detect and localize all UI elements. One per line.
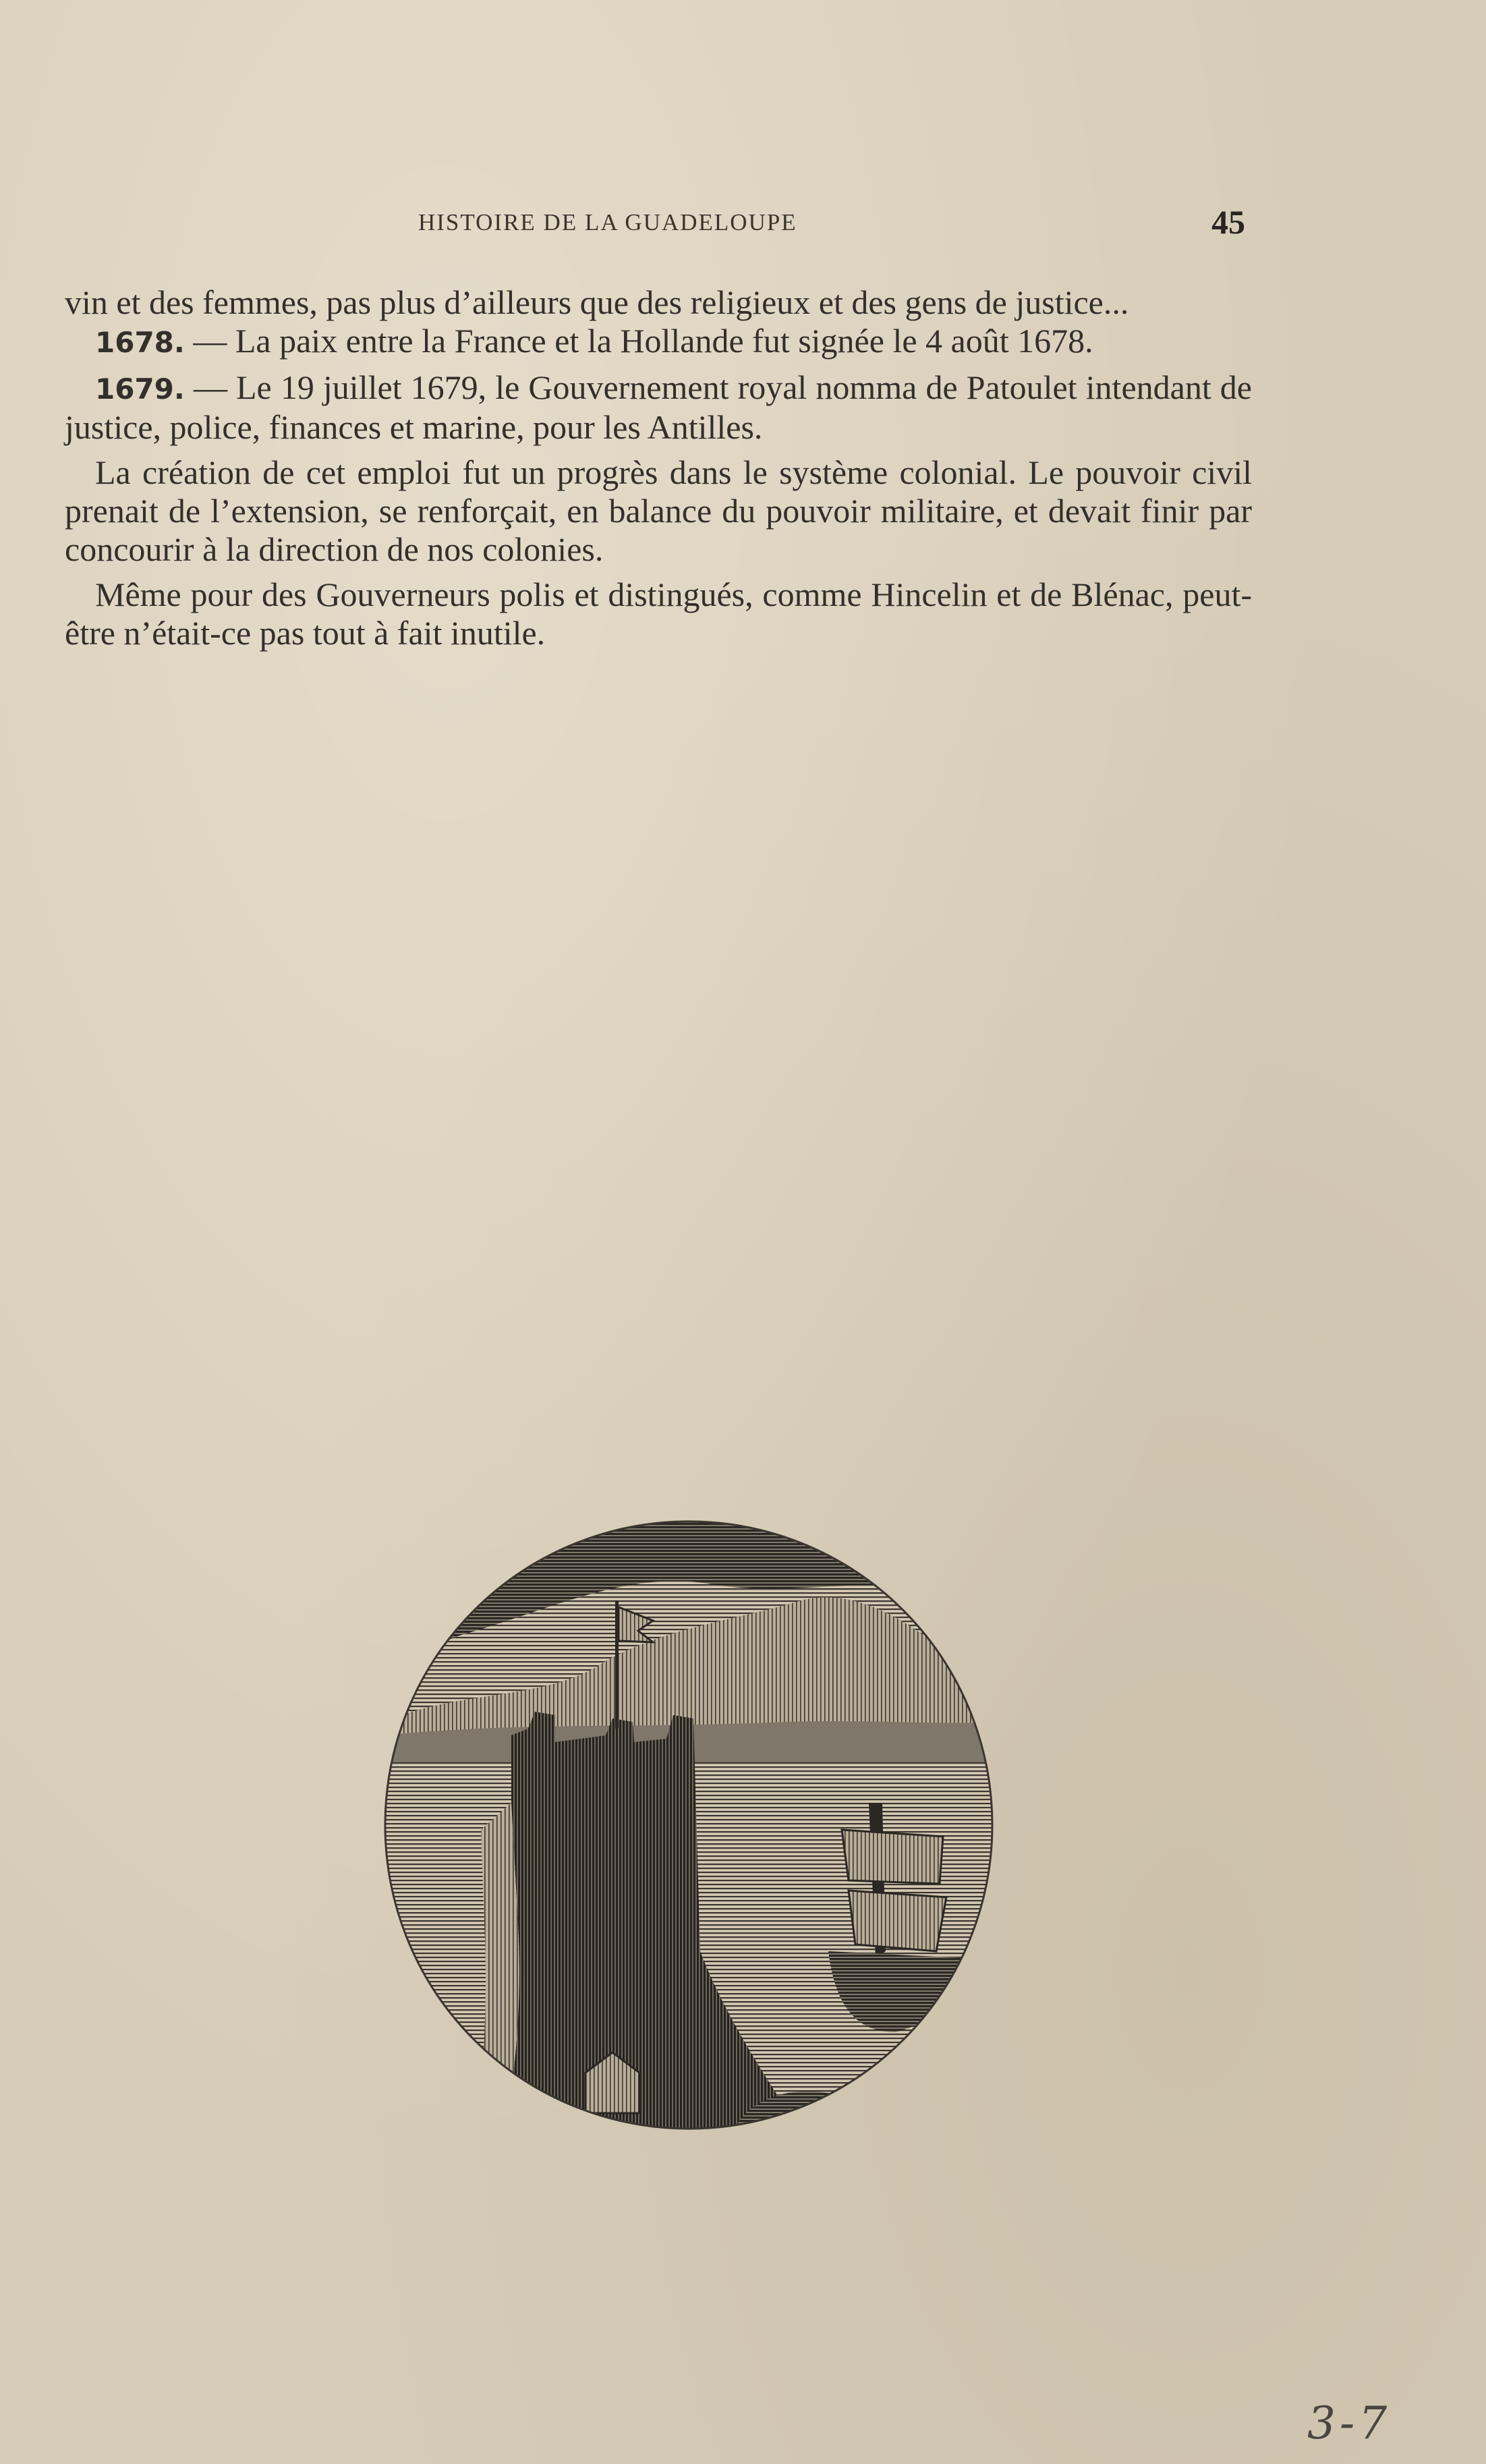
paragraph-1679 bbox=[65, 368, 1252, 447]
page-number: 45 bbox=[1211, 203, 1245, 241]
paragraph-1678 bbox=[65, 322, 1252, 362]
handwritten-note: 3-7 bbox=[1307, 2397, 1392, 2449]
paragraph-governors: Même pour des Gouverneurs polis et distingués, comme Hincelin et de Blénac, peut-être n’était-ce pas tout à fait inutile. bbox=[65, 576, 1252, 652]
body-text bbox=[65, 283, 1252, 652]
running-title: HISTOIRE DE LA GUADELOUPE bbox=[418, 209, 797, 235]
engraved-vignette-icon bbox=[383, 1519, 994, 2131]
paragraph-1679-text: — Le 19 juillet 1679, le Gouvernement royal nomma de Patoulet intendant de justice, police, finances et marine, pour les Antilles. bbox=[65, 368, 1252, 446]
paragraph-1: vin et des femmes, pas plus d’ailleurs que des religieux et des gens de justice... bbox=[65, 283, 1129, 321]
year-1678: 1678. bbox=[95, 326, 185, 359]
paragraph-creation: La création de cet emploi fut un progrès dans le système colonial. Le pouvoir civil prenait de l’extension, se renforçait, en balance du pouvoir militaire, et devait finir par concourir à la direction de nos colonies. bbox=[65, 453, 1252, 568]
paragraph-1678-text: — La paix entre la France et la Hollande fut signée le 4 août 1678. bbox=[184, 322, 1093, 360]
year-1679: 1679. bbox=[95, 372, 185, 405]
